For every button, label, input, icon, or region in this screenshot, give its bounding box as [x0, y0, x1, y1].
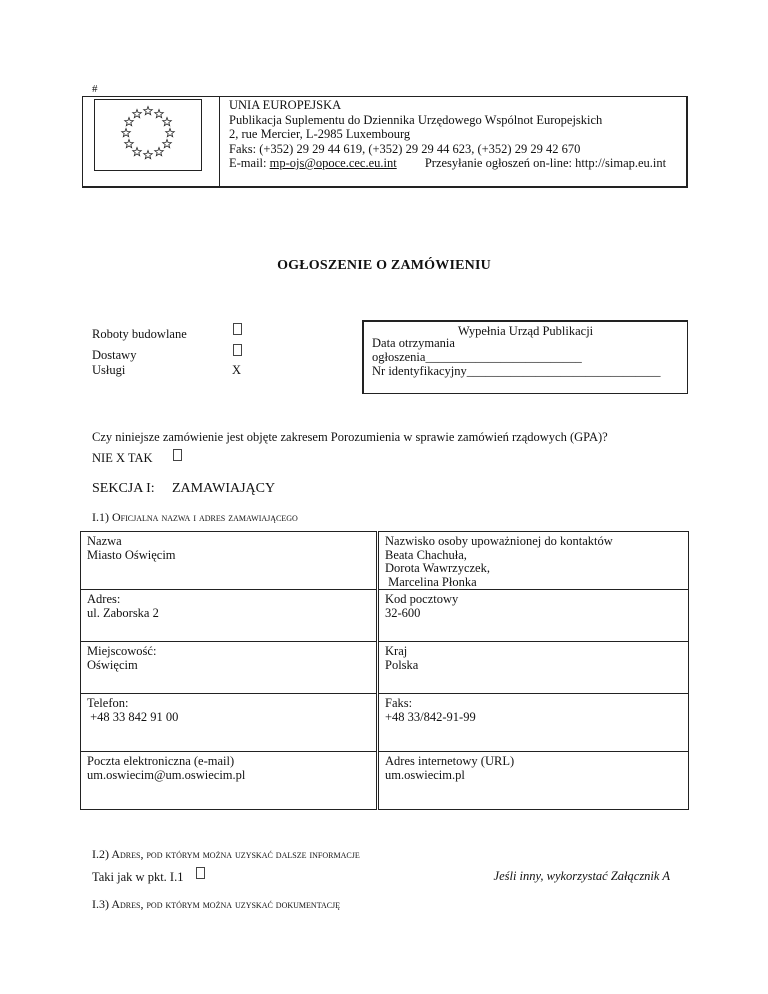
page-title: OGŁOSZENIE O ZAMÓWIENIU [277, 258, 491, 273]
table-row [81, 694, 689, 752]
gpa-answer-text: NIE X TAK [92, 451, 153, 465]
postcode-value: 32-600 [385, 605, 421, 620]
type-works-label: Roboty budowlane [92, 327, 187, 341]
type-supplies-label: Dostawy [92, 348, 137, 362]
table-row [81, 642, 689, 694]
city-cell [81, 642, 377, 694]
pub-office-title: Wypełnia Urząd Publikacji [457, 324, 594, 338]
publication-office-box [362, 320, 688, 394]
header-box [82, 96, 688, 188]
postcode-cell [379, 590, 689, 642]
i2-num: I.2) [92, 847, 112, 861]
same-as-checkbox[interactable] [196, 867, 205, 879]
header-divider [219, 97, 220, 187]
contact-value-2: Dorota Wawrzyczek, [385, 561, 490, 575]
email-cell [81, 752, 377, 810]
address-value: ul. Zaborska 2 [87, 605, 159, 620]
hash-mark: # [92, 83, 98, 95]
i1-rest: ficjalna nazwa i adres zamawiającego [120, 510, 298, 524]
section-name: ZAMAWIAJĄCY [172, 481, 276, 496]
publisher-fax: Faks: (+352) 29 29 44 619, (+352) 29 29 44 623, (+352) 29 29 42 670 [229, 141, 581, 156]
pub-date-label: Data otrzymania [372, 336, 455, 350]
publisher-email-line [229, 156, 666, 171]
publication-name: Publikacja Suplementu do Dziennika Urzędowego Wspólnot Europejskich [229, 112, 603, 127]
publisher-address: 2, rue Mercier, L-2985 Luxembourg [229, 127, 411, 141]
gpa-answer [92, 451, 153, 466]
city-label: Miejscowość: [87, 644, 157, 658]
i1-num: I.1) [92, 510, 112, 524]
email-value: um.oswiecim@um.oswiecim.pl [87, 767, 246, 782]
address-cell [81, 590, 377, 642]
name-label: Nazwa [87, 534, 122, 548]
table-row [81, 752, 689, 810]
country-value: Polska [385, 657, 419, 672]
i3-heading [92, 897, 340, 912]
contact-cell [379, 532, 689, 590]
type-supplies-checkbox[interactable] [233, 344, 242, 356]
fax-cell [379, 694, 689, 752]
i1-heading [92, 510, 298, 525]
online-submission: Przesyłanie ogłoszeń on-line: http://simap.eu.int [424, 156, 667, 170]
same-as-label: Taki jak w pkt. I.1 [92, 870, 184, 884]
publisher-info [229, 98, 666, 171]
i2-heading [92, 847, 360, 862]
i3-num: I.3) [92, 897, 112, 911]
email-label: Poczta elektroniczna (e-mail) [87, 754, 235, 768]
contact-value-3: Marcelina Płonka [385, 574, 477, 589]
country-label: Kraj [385, 644, 408, 658]
pub-notice-field: ogłoszenia_________________________ [372, 350, 582, 364]
eu-flag [94, 99, 202, 171]
name-value: Miasto Oświęcim [87, 547, 176, 562]
city-value: Oświęcim [87, 657, 138, 672]
pub-id-field: Nr identyfikacyjny_______________________________ [372, 364, 661, 378]
phone-value: +48 33 842 91 00 [87, 709, 179, 724]
i3-cap: A [111, 897, 121, 911]
type-services-label: Usługi [92, 363, 126, 377]
url-label: Adres internetowy (URL) [385, 754, 515, 768]
gpa-yes-checkbox[interactable] [173, 449, 182, 461]
url-cell [379, 752, 689, 810]
org-name: UNIA EUROPEJSKA [229, 98, 342, 112]
phone-cell [81, 694, 377, 752]
eu-stars-icon [95, 100, 201, 170]
address-label: Adres: [87, 592, 121, 606]
gpa-question: Czy niniejsze zamówienie jest objęte zakresem Porozumienia w sprawie zamówień rządowych (GPA)? [92, 430, 608, 444]
fax-value: +48 33/842-91-99 [385, 709, 476, 724]
i2-cap: A [111, 847, 121, 861]
postcode-label: Kod pocztowy [385, 592, 459, 606]
i1-cap: O [112, 510, 121, 524]
email-label: E-mail: [229, 156, 270, 170]
name-cell [81, 532, 377, 590]
table-row [81, 590, 689, 642]
type-works-checkbox[interactable] [233, 323, 242, 335]
type-services-mark[interactable]: X [232, 363, 242, 377]
i3-rest: dres, pod którym można uzyskać dokumentację [120, 897, 341, 911]
table-row [81, 532, 689, 590]
country-cell [379, 642, 689, 694]
url-value: um.oswiecim.pl [385, 767, 465, 782]
contact-label: Nazwisko osoby upoważnionej do kontaktów [385, 534, 613, 548]
annex-note: Jeśli inny, wykorzystać Załącznik A [493, 869, 670, 883]
section-number: SEKCJA I: [92, 481, 155, 496]
fax-label: Faks: [385, 696, 413, 710]
contracting-authority-table [80, 531, 689, 810]
phone-label: Telefon: [87, 696, 129, 710]
contact-value-1: Beata Chachuła, [385, 547, 467, 562]
i2-rest: dres, pod którym można uzyskać dalsze informacje [120, 847, 360, 861]
email-link[interactable]: mp-ojs@opoce.cec.eu.int [269, 156, 397, 170]
